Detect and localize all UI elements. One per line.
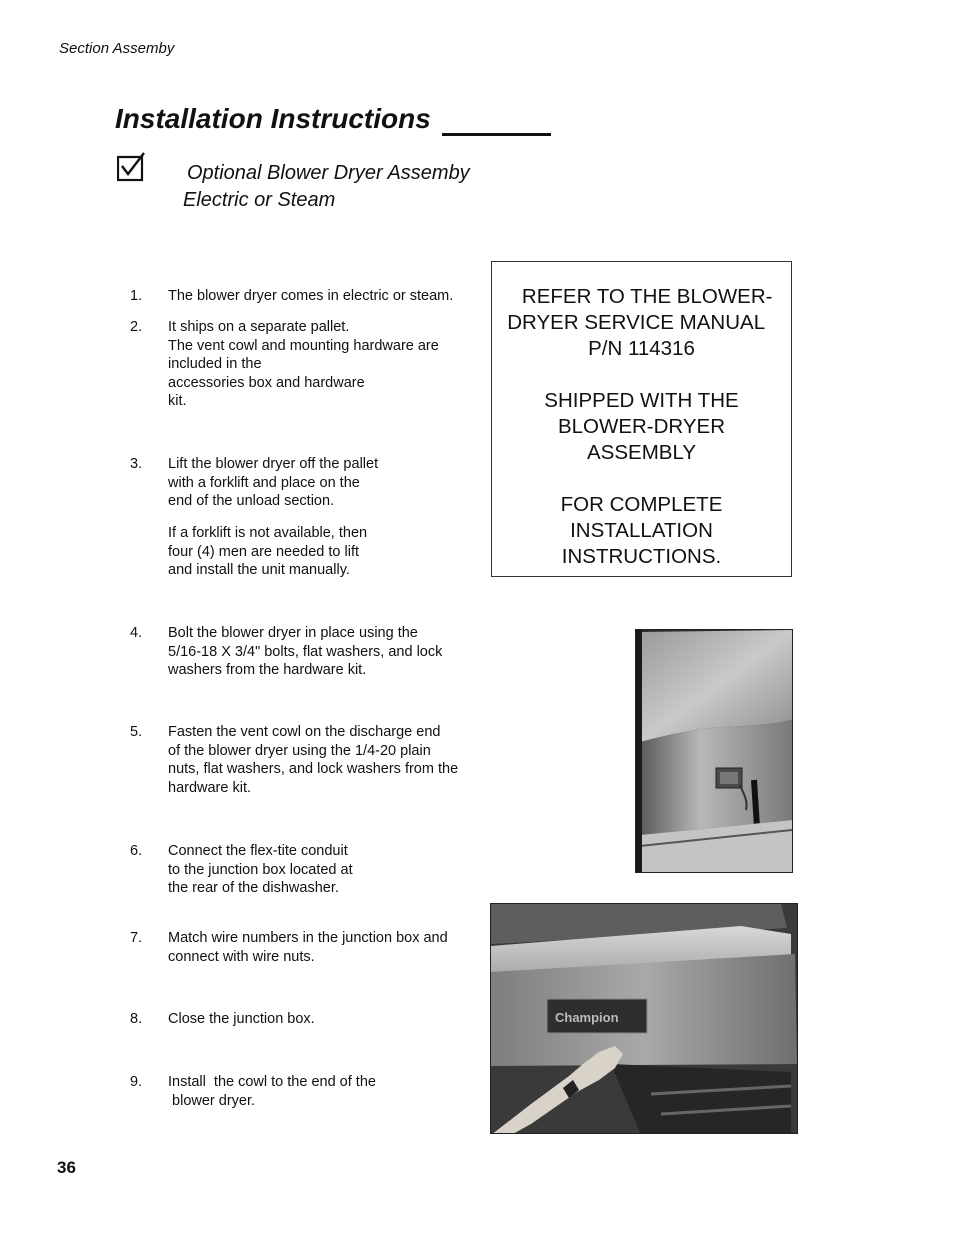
page-title: Installation Instructions — [115, 103, 431, 134]
step-text: Connect the flex-tite conduit to the junction box located at the rear of the dishwasher. — [168, 843, 353, 897]
step-text: Close the junction box. — [168, 1011, 315, 1027]
cowl-install-photo — [490, 903, 798, 1134]
step-text: If a forklift is not available, then four (4) men are needed to lift and install the unit manually. — [168, 525, 368, 579]
step-number: 5. — [130, 724, 143, 740]
step-text: Match wire numbers in the junction box and connect with wire nuts. — [168, 930, 448, 965]
step-text: The blower dryer comes in electric or steam. — [168, 288, 454, 304]
service-manual-note-text: REFER TO THE BLOWER- DRYER SERVICE MANUAL P/N 114316 SHIPPED WITH THE BLOWER-DRYER ASSEMBLY FOR COMPLETE INSTALLATION INSTRUCTIONS. — [507, 285, 773, 568]
step-number: 3. — [130, 456, 143, 472]
step-number: 7. — [130, 930, 143, 946]
subtitle-line-1: Optional Blower Dryer Assemby — [187, 162, 470, 184]
checkbox-checked-icon — [117, 152, 143, 178]
page-number: 36 — [57, 1158, 76, 1177]
step-text: It ships on a separate pallet. The vent cowl and mounting hardware are included in the accessories box and hardware kit. — [168, 319, 439, 410]
step-text: Bolt the blower dryer in place using the 5/16-18 X 3/4" bolts, flat washers, and lock washers from the hardware kit. — [168, 625, 443, 679]
champion-label: Champion — [555, 1010, 619, 1025]
section-header: Section Assemby — [59, 40, 175, 57]
step-text: Fasten the vent cowl on the discharge end of the blower dryer using the 1/4-20 plain nuts, flat washers, and lock washers from the hardware kit. — [168, 724, 459, 796]
step-number: 8. — [130, 1011, 143, 1027]
step-number: 6. — [130, 843, 143, 859]
title-underline — [442, 133, 551, 136]
step-number: 1. — [130, 288, 143, 304]
step-text: Lift the blower dryer off the pallet with a forklift and place on the end of the unload section. — [168, 456, 379, 510]
step-number: 9. — [130, 1074, 143, 1090]
subtitle-line-2: Electric or Steam — [183, 189, 336, 211]
step-number: 4. — [130, 625, 143, 641]
subtitle — [183, 160, 470, 214]
step-text: Install the cowl to the end of the blower dryer. — [168, 1074, 376, 1109]
step-number: 2. — [130, 319, 143, 335]
junction-box-photo — [635, 629, 793, 873]
